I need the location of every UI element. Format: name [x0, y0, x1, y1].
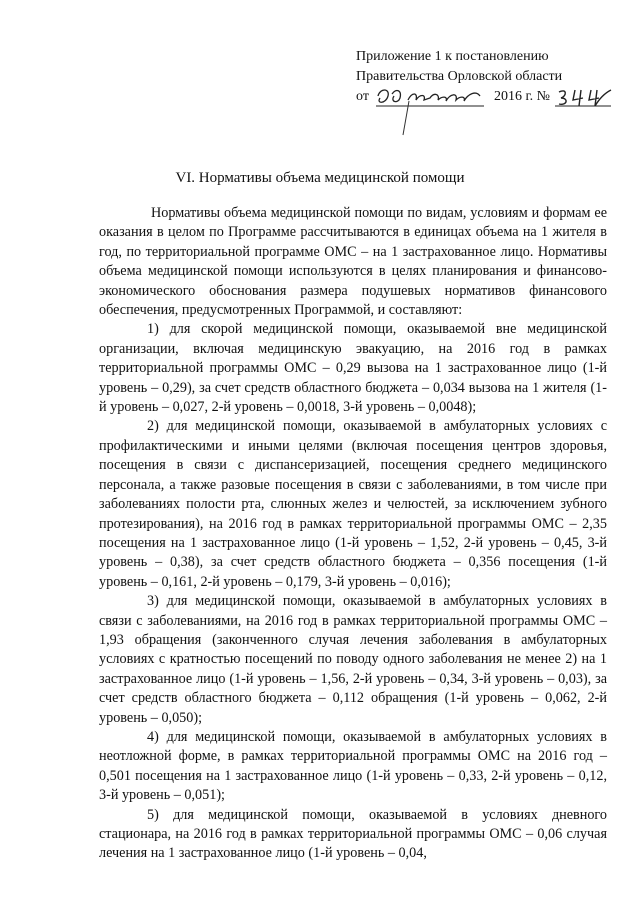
paragraph-item-3: 3) для медицинской помощи, оказываемой в амбулаторных условиях в связи с заболеваниями, на 2016 год в рамках территориальной программы ОМС – 1,93 обращения (законченного случая лечения заболевания в амбулаторных условиях с кратностью посещений по поводу одного заболевания не менее 2) на 1 застрахованное лицо (1-й уровень – 1,56, 2-й уровень – 0,34, 3-й уровень – 0,03), за счет средств областного бюджета – 0,112 обращения (1-й уровень – 0,062, 2-й уровень – 0,050);	[99, 593, 607, 726]
intro-paragraph: Нормативы объема медицинской помощи по видам, условиям и формам ее оказания в целом по Программе рассчитываются в единицах объема на 1 жителя в год, по территориальной программе ОМС – на 1 застрахованное лицо. Нормативы объема медицинской помощи используются в целях планирования и финансово-экономического обоснования размера подушевых нормативов финансового обеспечения, предусмотренных Программой, и составляют:	[99, 205, 607, 319]
handwritten-date-signature	[372, 86, 490, 110]
appendix-date-line	[356, 87, 613, 107]
document-body	[99, 204, 607, 864]
paragraph-item-2: 2) для медицинской помощи, оказываемой в амбулаторных условиях с профилактическими и иными целями (включая посещения центров здоровья, посещения в связи с диспансеризацией, посещения среднего медицинского персонала, а также разовые посещения в связи с заболеваниями, в том числе при заболеваниях полости рта, слюнных желез и челюстей, за исключением зубного протезирования), на 2016 год в рамках территориальной программы ОМС – 2,35 посещения на 1 застрахованное лицо (1-й уровень – 1,52, 2-й уровень – 0,45, 3-й уровень – 0,38), за счет средств областного бюджета – 0,356 посещения (1-й уровень – 0,161, 2-й уровень – 0,179, 3-й уровень – 0,016);	[99, 418, 607, 590]
appendix-line-2: Правительства Орловской области	[356, 69, 563, 84]
paragraph-item-1: 1) для скорой медицинской помощи, оказываемой вне медицинской организации, включая медицинскую эвакуацию, на 2016 год в рамках территориальной программы ОМС – 0,29 вызова на 1 застрахованное лицо (1-й уровень – 0,29), за счет средств областного бюджета – 0,034 вызова на 1 жителя (1-й уровень – 0,027, 2-й уровень – 0,0018, 3-й уровень – 0,0048);	[99, 321, 607, 416]
pen-stroke-mark	[401, 99, 411, 139]
date-prefix: от	[356, 89, 369, 104]
paragraph-item-5: 5) для медицинской помощи, оказываемой в условиях дневного стационара, на 2016 год в рамках территориальной программы ОМС – 0,06 случая лечения на 1 застрахованное лицо (1-й уровень – 0,04,	[99, 806, 607, 862]
section-title: VI. Нормативы объема медицинской помощи	[175, 170, 465, 186]
paragraph-item-4: 4) для медицинской помощи, оказываемой в амбулаторных условиях в неотложной форме, в рамках территориальной программы ОМС на 2016 год – 0,501 посещения на 1 застрахованное лицо (1-й уровень – 0,33, 2-й уровень – 0,12, 3-й уровень – 0,051);	[99, 728, 607, 804]
handwritten-number-signature	[553, 86, 613, 110]
appendix-header	[356, 47, 613, 107]
date-year: 2016 г. №	[493, 89, 550, 104]
appendix-line-1: Приложение 1 к постановлению	[356, 49, 549, 64]
